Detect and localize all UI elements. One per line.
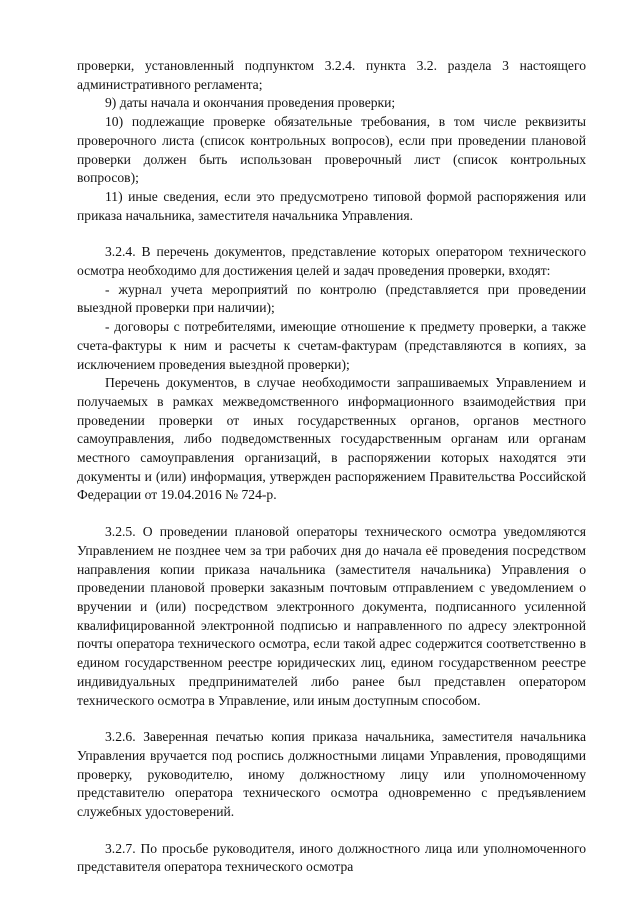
list-item-journal: - журнал учета мероприятий по контролю (представляется при проведении выездной проверки при наличии); — [77, 281, 586, 316]
paragraph-item-9: 9) даты начала и окончания проведения проверки; — [105, 95, 396, 111]
paragraph-spacer — [77, 505, 586, 523]
paragraph-item-10: 10) подлежащие проверке обязательные требования, в том числе реквизиты проверочного листа (список контрольных вопросов), если при проведении плановой проверки должен быть использован проверочный лист (список контрольных вопросов); — [77, 114, 586, 186]
section-3-2-4-heading: 3.2.4. В перечень документов, представление которых оператором технического осмотра необходимо для достижения целей и задач проведения проверки, входят: — [77, 244, 586, 279]
section-3-2-5: 3.2.5. О проведении плановой операторы технического осмотра уведомляются Управлением не позднее чем за три рабочих дня до начала её проведения посредством направления копии приказа начальника (заместителя начальника) Управления о проведении плановой проверки заказным почтовым отправлением с уведомлением о вручении и (или) посредством электронного документа, подписанного усиленной квалифицированной электронной подписью и направленного по адресу электронной почты оператора технического осмотра, если такой адрес содержится соответственно в едином государственном реестре юридических лиц, едином государственном реестре индивидуальных предпринимателей либо ранее был представлен оператором технического осмотра в Управление, или иным доступным способом. — [77, 524, 586, 708]
paragraph-item-11: 11) иные сведения, если это предусмотрено типовой формой распоряжения или приказа начальника, заместителя начальника Управления. — [77, 188, 586, 223]
paragraph-spacer — [77, 225, 586, 243]
document-body — [77, 57, 586, 877]
paragraph-document-list: Перечень документов, в случае необходимости запрашиваемых Управлением и получаемых в рамках межведомственного информационного взаимодействия при проведении проверки от иных государственных органов, органов местного самоуправления, либо подведомственных государственным органам или органам местного самоуправления организаций, в распоряжении которых находятся эти документы и (или) информация, утвержден распоряжением Правительства Российской Федерации от 19.04.2016 № 724-р. — [77, 375, 586, 503]
section-3-2-6: 3.2.6. Заверенная печатью копия приказа начальника, заместителя начальника Управления вручается под роспись должностными лицами Управления, проводящими проверку, руководителю, иному должностному лицу или уполномоченному представителю оператора технического осмотра одновременно с предъявлением служебных удостоверений. — [77, 729, 586, 820]
list-item-contracts: - договоры с потребителями, имеющие отношение к предмету проверки, а также счета-фактуры к ним и расчеты к счетам-фактурам (представляются в копиях, за исключением проведения выездной проверки); — [77, 319, 586, 372]
paragraph-spacer — [77, 710, 586, 728]
paragraph-item-8-continuation: проверки, установленный подпунктом 3.2.4. пункта 3.2. раздела 3 настоящего административного регламента; — [77, 58, 586, 92]
section-3-2-7: 3.2.7. По просьбе руководителя, иного должностного лица или уполномоченного представителя оператора технического осмотра — [77, 840, 586, 875]
paragraph-spacer — [77, 822, 586, 840]
